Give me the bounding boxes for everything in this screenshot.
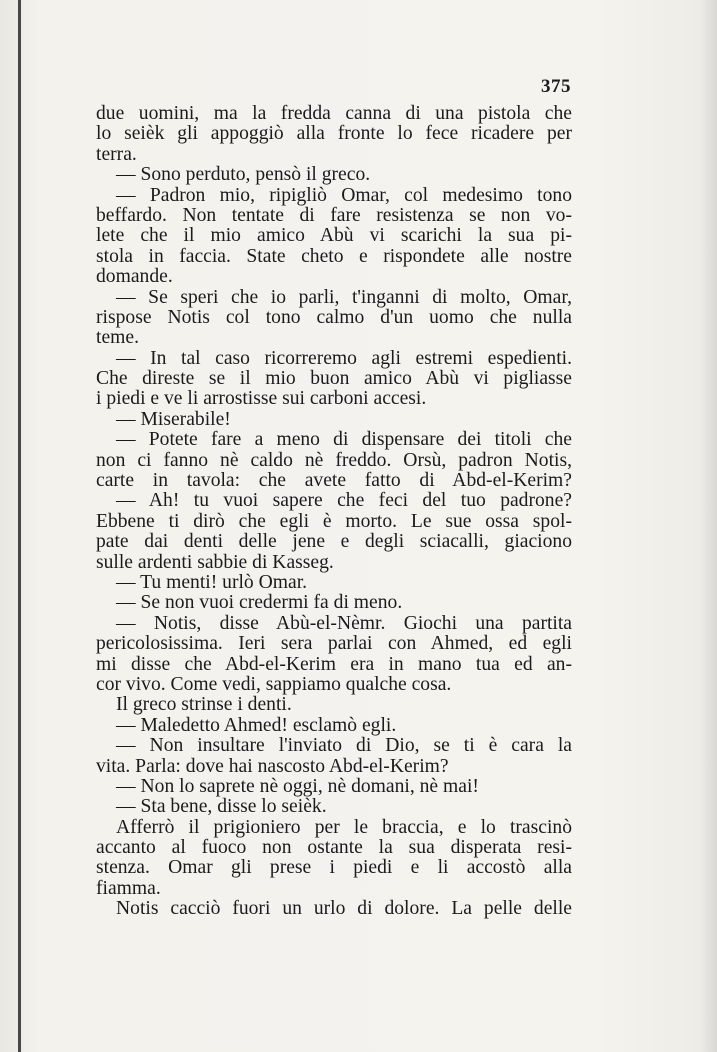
- text-line: non ci fanno nè caldo nè freddo. Orsù, padron Notis,: [96, 449, 572, 471]
- text-line: — Sono perduto, pensò il greco.: [116, 164, 371, 186]
- page-number: 375: [541, 76, 571, 97]
- text-line: vita. Parla: dove hai nascosto Abd-el-Kerim?: [96, 755, 449, 777]
- text-line: — In tal caso ricorreremo agli estremi espedienti.: [116, 347, 572, 369]
- text-line: due uomini, ma la fredda canna di una pistola che: [96, 103, 572, 124]
- text-line: i piedi e ve li arrostisse sui carboni accesi.: [96, 388, 427, 410]
- text-line: cor vivo. Come vedi, sappiamo qualche cosa.: [96, 673, 452, 695]
- text-line: stenza. Omar gli prese i piedi e li accostò alla: [96, 857, 572, 879]
- text-line: — Padron mio, ripigliò Omar, col medesimo tono: [116, 184, 572, 206]
- text-line: — Non insultare l'inviato di Dio, se ti è cara la: [116, 735, 572, 757]
- text-line: lete che il mio amico Abù vi scarichi la sua pi-: [96, 225, 572, 247]
- page-right-shadow: [699, 0, 717, 1052]
- text-line: accanto al fuoco non ostante la sua disperata resi-: [96, 837, 572, 859]
- text-line: — Sta bene, disse lo seièk.: [116, 796, 327, 818]
- text-line: — Maledetto Ahmed! esclamò egli.: [116, 714, 397, 736]
- text-line: Ebbene ti dirò che egli è morto. Le sue ossa spol-: [96, 510, 572, 532]
- text-line: — Notis, disse Abù-el-Nèmr. Giochi una partita: [116, 612, 572, 634]
- text-line: stola in faccia. State cheto e rispondete alle nostre: [96, 245, 572, 267]
- text-line: Afferrò il prigioniero per le braccia, e lo trascinò: [116, 816, 572, 838]
- text-line: — Miserabile!: [116, 408, 231, 430]
- text-line: — Ah! tu vuoi sapere che feci del tuo padrone?: [116, 490, 572, 512]
- text-line: pate dai denti delle jene e degli sciacalli, giaciono: [96, 531, 572, 553]
- text-line: terra.: [96, 143, 137, 165]
- text-line: teme.: [96, 327, 139, 349]
- text-line: domande.: [96, 266, 173, 288]
- text-line: fiamma.: [96, 877, 161, 899]
- page-left-edge: [18, 0, 21, 1052]
- text-line: sulle ardenti sabbie di Kasseg.: [96, 551, 334, 573]
- text-line: — Se non vuoi credermi fa di meno.: [116, 592, 403, 614]
- text-line: — Se speri che io parli, t'inganni di molto, Omar,: [116, 286, 572, 308]
- text-line: — Non lo saprete nè oggi, nè domani, nè mai!: [116, 775, 479, 797]
- text-line: Notis cacciò fuori un urlo di dolore. La pelle delle: [116, 898, 572, 920]
- text-line: pericolosissima. Ieri sera parlai con Ahmed, ed egli: [96, 633, 572, 655]
- body-text: [96, 104, 572, 920]
- text-line: Che direste se il mio buon amico Abù vi pigliasse: [96, 368, 572, 390]
- text-line: beffardo. Non tentate di fare resistenza se non vo-: [96, 204, 572, 226]
- text-line: lo seièk gli appoggiò alla fronte lo fece ricadere per: [96, 123, 572, 145]
- text-line: — Tu menti! urlò Omar.: [116, 571, 308, 593]
- text-line: carte in tavola: che avete fatto di Abd-el-Kerim?: [96, 470, 572, 492]
- text-line: — Potete fare a meno di dispensare dei titoli che: [116, 429, 572, 451]
- text-line: mi disse che Abd-el-Kerim era in mano tua ed an-: [96, 653, 572, 675]
- text-line: Il greco strinse i denti.: [116, 694, 292, 716]
- text-line: rispose Notis col tono calmo d'un uomo che nulla: [96, 306, 572, 328]
